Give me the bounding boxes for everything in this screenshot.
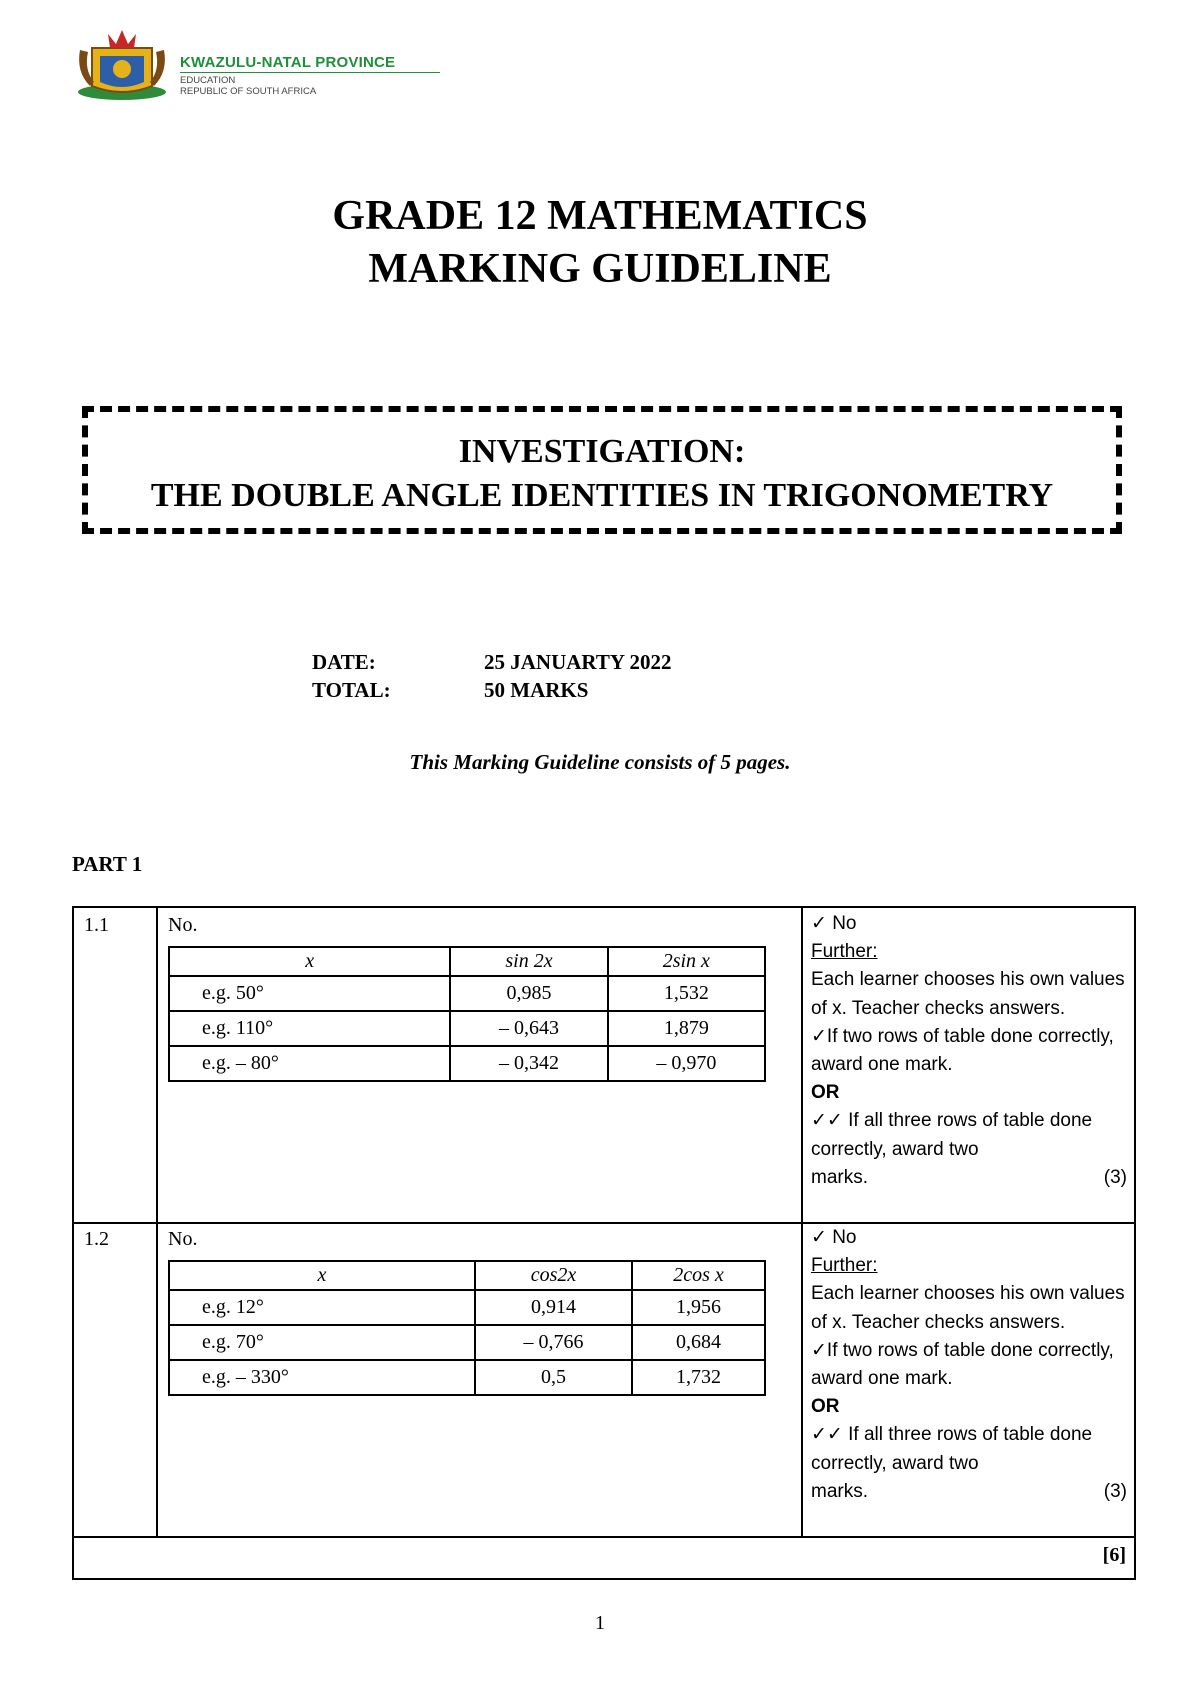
total-row xyxy=(312,676,671,704)
marking-table xyxy=(72,906,1136,1580)
values-table xyxy=(168,946,766,1082)
memo-text: Each learner chooses his own values of x. Teacher checks answers. xyxy=(811,1283,1125,1333)
table-row xyxy=(169,976,765,1011)
table-cell: 0,684 xyxy=(632,1325,765,1360)
memo-text: ✓✓ If all three rows of table done correctly, award two xyxy=(811,1424,1093,1474)
table-row xyxy=(169,1046,765,1081)
question-number: 1.1 xyxy=(84,914,109,936)
section-total: [6] xyxy=(1102,1544,1126,1566)
memo-or: OR xyxy=(811,1396,840,1418)
row-divider xyxy=(74,1536,1134,1538)
country-name: REPUBLIC OF SOUTH AFRICA xyxy=(180,86,317,97)
table-cell: e.g. – 330° xyxy=(169,1360,475,1395)
table-cell: 0,985 xyxy=(450,976,607,1011)
table-header-cell: 2sin x xyxy=(608,947,765,976)
logo-divider xyxy=(180,72,440,73)
question-answer: No. xyxy=(168,914,198,936)
title-line-2: MARKING GUIDELINE xyxy=(368,246,832,292)
table-cell: – 0,342 xyxy=(450,1046,607,1081)
memo-or: OR xyxy=(811,1082,840,1104)
table-cell: – 0,766 xyxy=(475,1325,632,1360)
memo-last-line xyxy=(811,1478,1127,1506)
table-cell: 1,956 xyxy=(632,1290,765,1325)
part-label: PART 1 xyxy=(72,852,143,876)
page-number: 1 xyxy=(595,1612,605,1634)
table-cell: 1,532 xyxy=(608,976,765,1011)
table-cell: e.g. – 80° xyxy=(169,1046,450,1081)
table-header-cell: cos2x xyxy=(475,1261,632,1290)
memo-text: Each learner chooses his own values of x. Teacher checks answers. xyxy=(811,969,1125,1019)
title-line-1: GRADE 12 MATHEMATICS xyxy=(332,193,868,239)
table-header-cell: x xyxy=(169,947,450,976)
table-cell: e.g. 70° xyxy=(169,1325,475,1360)
memo-last-line xyxy=(811,1164,1127,1192)
memo-text: ✓✓ If all three rows of table done correctly, award two xyxy=(811,1110,1093,1160)
department-name: EDUCATION xyxy=(180,75,236,86)
memo-marks: (3) xyxy=(1103,1480,1127,1502)
marking-memo xyxy=(811,1224,1127,1506)
document-meta xyxy=(312,648,671,704)
date-row xyxy=(312,648,671,676)
table-cell: 1,879 xyxy=(608,1011,765,1046)
question-answer: No. xyxy=(168,1228,198,1250)
marking-memo xyxy=(811,910,1127,1192)
page-title xyxy=(0,190,1200,296)
memo-text: ✓If two rows of table done correctly, award one mark. xyxy=(811,1025,1114,1076)
page-count-note: This Marking Guideline consists of 5 pages. xyxy=(409,750,791,774)
total-label: TOTAL: xyxy=(312,678,391,702)
table-cell: – 0,970 xyxy=(608,1046,765,1081)
memo-tick: ✓ No xyxy=(811,913,857,934)
total-value: 50 MARKS xyxy=(484,678,589,702)
memo-further: Further: xyxy=(811,941,878,963)
table-cell: 0,5 xyxy=(475,1360,632,1395)
memo-marks: (3) xyxy=(1103,1166,1127,1188)
table-cell: e.g. 110° xyxy=(169,1011,450,1046)
table-row xyxy=(169,1360,765,1395)
date-value: 25 JANUARTY 2022 xyxy=(484,650,672,674)
table-header-row xyxy=(169,1261,765,1290)
table-cell: e.g. 12° xyxy=(169,1290,475,1325)
values-table xyxy=(168,1260,766,1396)
department-text xyxy=(180,75,316,97)
memo-text: marks. xyxy=(811,1166,868,1188)
kzn-coat-of-arms-icon xyxy=(72,26,172,104)
investigation-line-1: INVESTIGATION: xyxy=(458,433,746,470)
memo-text: marks. xyxy=(811,1480,868,1502)
investigation-heading xyxy=(82,430,1122,518)
table-row xyxy=(169,1325,765,1360)
memo-text: ✓If two rows of table done correctly, award one mark. xyxy=(811,1339,1114,1390)
memo-further: Further: xyxy=(811,1255,878,1277)
province-name: KWAZULU-NATAL PROVINCE xyxy=(180,54,396,71)
table-header-row xyxy=(169,947,765,976)
table-cell: – 0,643 xyxy=(450,1011,607,1046)
question-number: 1.2 xyxy=(84,1228,109,1250)
table-cell: 1,732 xyxy=(632,1360,765,1395)
table-cell: 0,914 xyxy=(475,1290,632,1325)
table-header-cell: 2cos x xyxy=(632,1261,765,1290)
investigation-line-2: THE DOUBLE ANGLE IDENTITIES IN TRIGONOMETRY xyxy=(150,477,1054,514)
memo-tick: ✓ No xyxy=(811,1227,857,1248)
table-header-cell: sin 2x xyxy=(450,947,607,976)
table-header-cell: x xyxy=(169,1261,475,1290)
table-row xyxy=(169,1290,765,1325)
table-row xyxy=(169,1011,765,1046)
date-label: DATE: xyxy=(312,650,376,674)
table-cell: e.g. 50° xyxy=(169,976,450,1011)
